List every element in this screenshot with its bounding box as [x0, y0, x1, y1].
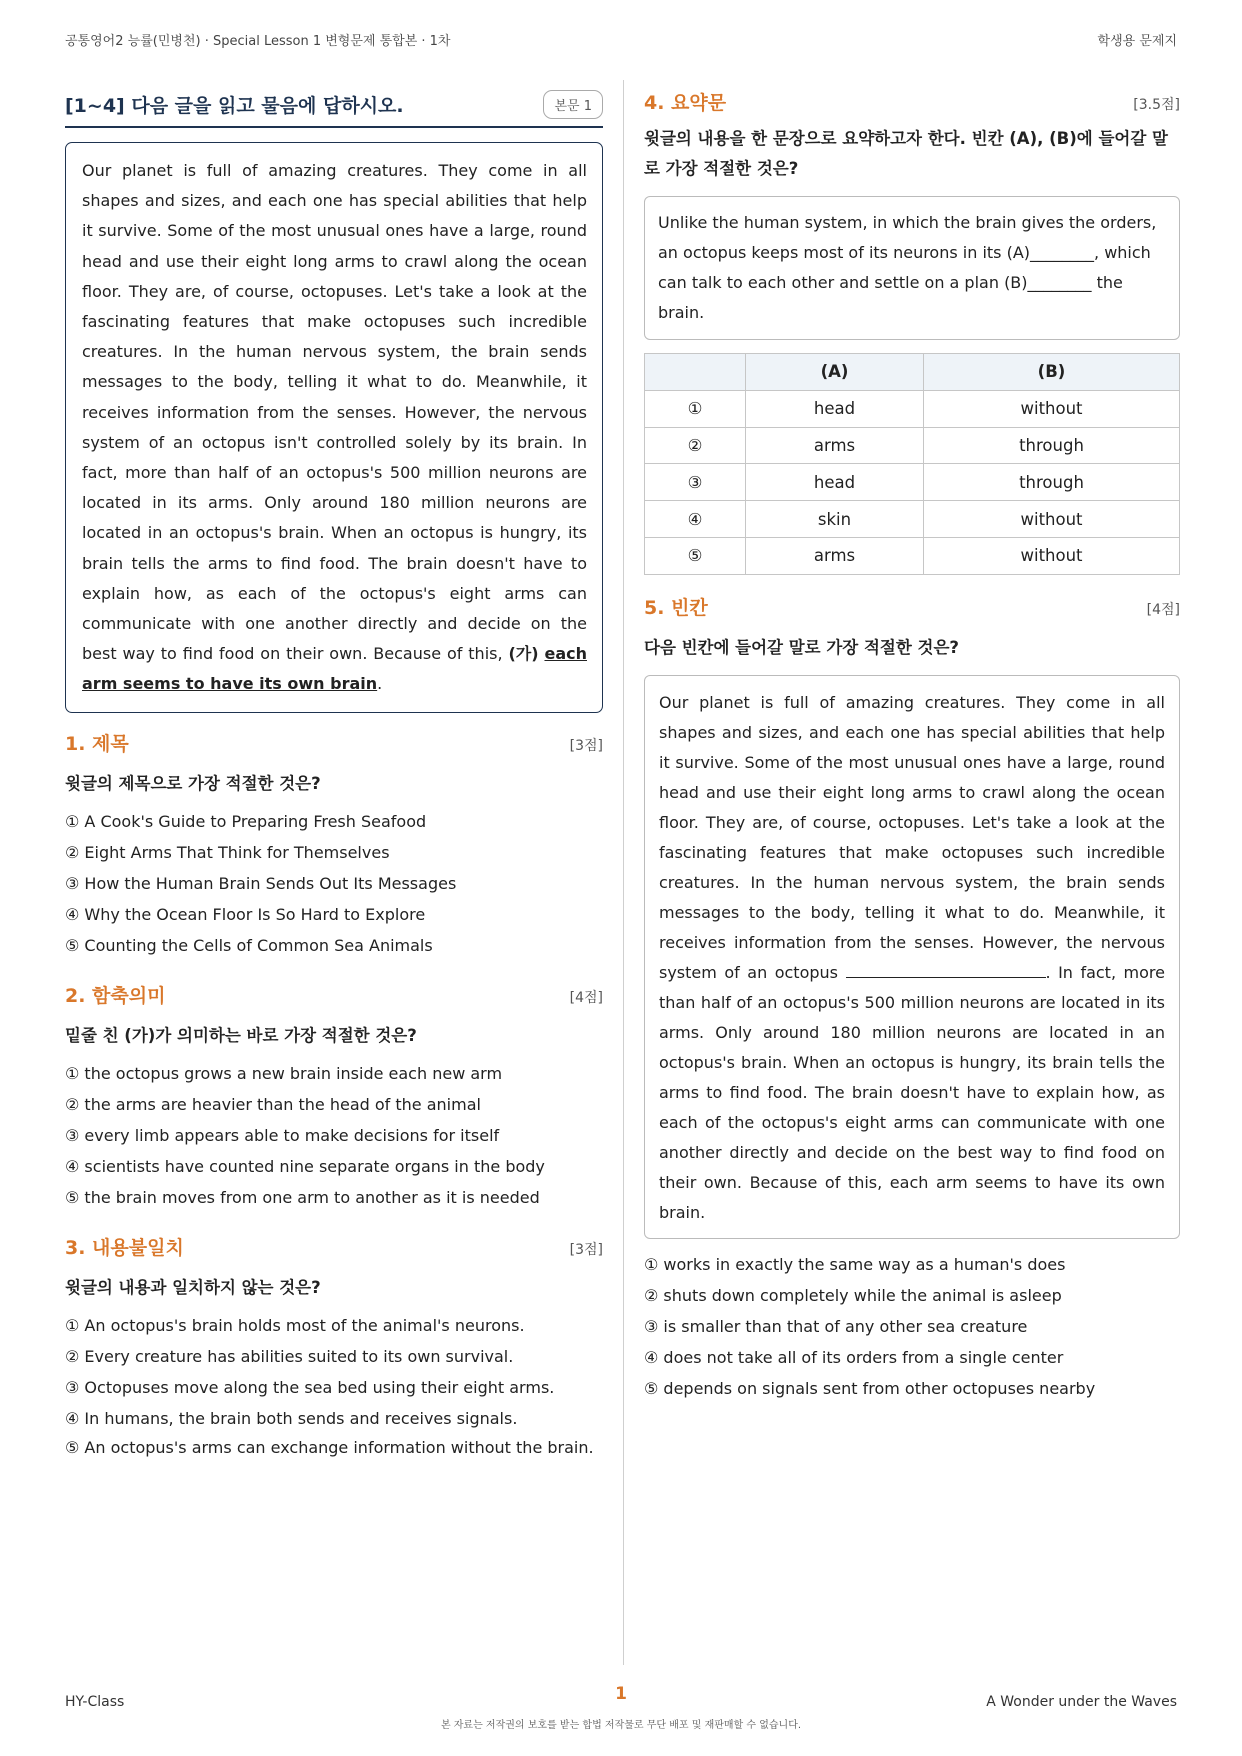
question-5-options — [644, 1249, 1180, 1404]
header-course-info: 공통영어2 능률(민병천) · Special Lesson 1 변형문제 통합본 · 1차 — [65, 34, 451, 49]
row-number: ⑤ — [645, 537, 746, 574]
row-number: ① — [645, 390, 746, 427]
question-4-stem: 윗글의 내용을 한 문장으로 요약하고자 한다. 빈칸 (A), (B)에 들어갈 말로 가장 적절한 것은? — [644, 129, 1168, 178]
cell-a: head — [746, 390, 924, 427]
passage-badge: 본문 1 — [543, 90, 603, 119]
footer-brand: HY-Class — [65, 1694, 125, 1710]
question-1-title: 1. 제목 — [65, 732, 129, 755]
option[interactable]: ③ is smaller than that of any other sea creature — [644, 1316, 1028, 1336]
question-3-points: [3점] — [569, 1241, 603, 1258]
page-header — [65, 30, 1177, 54]
question-1 — [65, 729, 603, 961]
row-number: ② — [645, 427, 746, 464]
option[interactable]: ② shuts down completely while the animal is asleep — [644, 1285, 1062, 1305]
cell-b: without — [924, 537, 1180, 574]
option[interactable]: ③ How the Human Brain Sends Out Its Messages — [65, 873, 457, 893]
set-title-row — [65, 88, 603, 128]
option[interactable]: ④ does not take all of its orders from a single center — [644, 1347, 1064, 1367]
question-4-points: [3.5점] — [1133, 97, 1180, 113]
question-2-title: 2. 함축의미 — [65, 984, 166, 1007]
passage-text: Our planet is full of amazing creatures. They come in all shapes and sizes, and each one has special abilities that help it survive. Some of the most unusual ones have a large, round head and use their eight long arms to crawl along the ocean floor. They are, of course, octopuses. Let's take a look at the fascinating features that make octopuses such incredible creatures. In the human nervous system, the brain sends messages to the body, telling it what to do. Meanwhile, it receives information from the senses. However, the nervous system of an octopus isn't controlled solely by its brain. In fact, more than half of an octopus's 500 million neurons are located in its arms. Only around 180 million neurons are located in an octopus's brain. When an octopus is hungry, its brain tells the arms to find food. The brain doesn't have to explain how, as each of the octopus's eight arms can communicate with one another directly and decide on the best way to find food on their own. Because of this, — [82, 161, 587, 664]
option[interactable]: ① A Cook's Guide to Preparing Fresh Seafood — [65, 811, 427, 831]
header-sheet-type: 학생용 문제지 — [1097, 34, 1177, 49]
option[interactable]: ③ every limb appears able to make decisions for itself — [65, 1125, 500, 1145]
option[interactable]: ④ Why the Ocean Floor Is So Hard to Explore — [65, 904, 426, 924]
table-row[interactable] — [645, 537, 1180, 574]
cell-a: arms — [746, 427, 924, 464]
header-col-a: (A) — [746, 354, 924, 391]
question-2-stem: 밑줄 친 (가)가 의미하는 바로 가장 적절한 것은? — [65, 1025, 417, 1045]
question-1-options — [65, 806, 603, 961]
question-3-stem: 윗글의 내용과 일치하지 않는 것은? — [65, 1277, 321, 1297]
main-passage — [65, 142, 603, 713]
option[interactable]: ④ In humans, the brain both sends and receives signals. — [65, 1408, 518, 1428]
cell-b: without — [924, 390, 1180, 427]
cell-a: skin — [746, 501, 924, 538]
table-row[interactable] — [645, 501, 1180, 538]
right-column — [644, 88, 1180, 1404]
passage-end: . — [377, 674, 383, 694]
passage-marker: (가) — [508, 644, 539, 664]
blank-passage-after: . In fact, more than half of an octopus's 500 million neurons are located in its arms. Only around 180 million neurons are located in an octopus's brain. When an octopus is hungry, its brain tells the arms to find food. The brain doesn't have to explain how, as each of the octopus's eight arms can communicate with one another directly and decide on the best way to find food on their own. Because of this, each arm seems to have its own brain. — [659, 962, 1165, 1222]
table-row[interactable] — [645, 390, 1180, 427]
question-2 — [65, 981, 603, 1213]
option[interactable]: ① An octopus's brain holds most of the animal's neurons. — [65, 1315, 525, 1335]
cell-b: without — [924, 501, 1180, 538]
answer-blank — [846, 960, 1046, 978]
option[interactable]: ② the arms are heavier than the head of the animal — [65, 1094, 481, 1114]
question-5-title: 5. 빈칸 — [644, 596, 708, 619]
blank-passage — [644, 675, 1180, 1239]
cell-a: head — [746, 464, 924, 501]
cell-b: through — [924, 464, 1180, 501]
header-col-b: (B) — [924, 354, 1180, 391]
cell-a: arms — [746, 537, 924, 574]
footer-lesson-title: A Wonder under the Waves — [986, 1694, 1177, 1710]
table-row[interactable] — [645, 464, 1180, 501]
option[interactable]: ⑤ An octopus's arms can exchange information without the brain. — [65, 1437, 594, 1457]
table-row[interactable] — [645, 427, 1180, 464]
option[interactable]: ⑤ depends on signals sent from other octopuses nearby — [644, 1378, 1096, 1398]
set-title: [1~4] 다음 글을 읽고 물음에 답하시오. — [65, 94, 404, 117]
question-5-points: [4점] — [1146, 601, 1180, 618]
question-1-stem: 윗글의 제목으로 가장 적절한 것은? — [65, 773, 321, 793]
question-5-stem: 다음 빈칸에 들어갈 말로 가장 적절한 것은? — [644, 637, 960, 657]
row-number: ④ — [645, 501, 746, 538]
question-1-points: [3점] — [569, 737, 603, 754]
option[interactable]: ③ Octopuses move along the sea bed using their eight arms. — [65, 1377, 555, 1397]
cell-b: through — [924, 427, 1180, 464]
answer-table-header — [645, 354, 1180, 391]
column-divider — [623, 80, 624, 1665]
answer-table — [644, 353, 1180, 575]
option[interactable]: ② Every creature has abilities suited to its own survival. — [65, 1346, 514, 1366]
copyright-note: 본 자료는 저작권의 보호를 받는 합법 저작물로 무단 배포 및 재판매할 수 없습니다. — [440, 1720, 802, 1731]
question-3-options — [65, 1310, 603, 1462]
option[interactable]: ② Eight Arms That Think for Themselves — [65, 842, 390, 862]
summary-box: Unlike the human system, in which the brain gives the orders, an octopus keeps most of its neurons in its (A)________, which can talk to each other and settle on a plan (B)________ the brain. — [644, 196, 1180, 340]
page-number: 1 — [615, 1684, 627, 1704]
option[interactable]: ① works in exactly the same way as a human's does — [644, 1254, 1066, 1274]
option[interactable]: ④ scientists have counted nine separate organs in the body — [65, 1156, 545, 1176]
option[interactable]: ⑤ Counting the Cells of Common Sea Animals — [65, 935, 433, 955]
question-3 — [65, 1233, 603, 1462]
question-3-title: 3. 내용불일치 — [65, 1236, 184, 1259]
header-empty-cell — [645, 354, 746, 391]
question-5 — [644, 593, 1180, 1404]
passage-underlined: each arm seems to have its own brain — [82, 644, 587, 694]
left-column — [65, 88, 603, 1462]
option[interactable]: ① the octopus grows a new brain inside each new arm — [65, 1063, 503, 1083]
question-4 — [644, 88, 1180, 575]
blank-passage-before: Our planet is full of amazing creatures. They come in all shapes and sizes, and each one has special abilities that help it survive. Some of the most unusual ones have a large, round head and use their eight long arms to crawl along the ocean floor. They are, of course, octopuses. Let's take a look at the fascinating features that make octopuses such incredible creatures. In the human nervous system, the brain sends messages to the body, telling it what to do. Meanwhile, it receives information from the senses. However, the nervous system of an octopus — [659, 692, 1165, 982]
question-2-points: [4점] — [569, 989, 603, 1006]
row-number: ③ — [645, 464, 746, 501]
question-2-options — [65, 1058, 603, 1213]
option[interactable]: ⑤ the brain moves from one arm to another as it is needed — [65, 1187, 540, 1207]
question-4-title: 4. 요약문 — [644, 92, 727, 114]
